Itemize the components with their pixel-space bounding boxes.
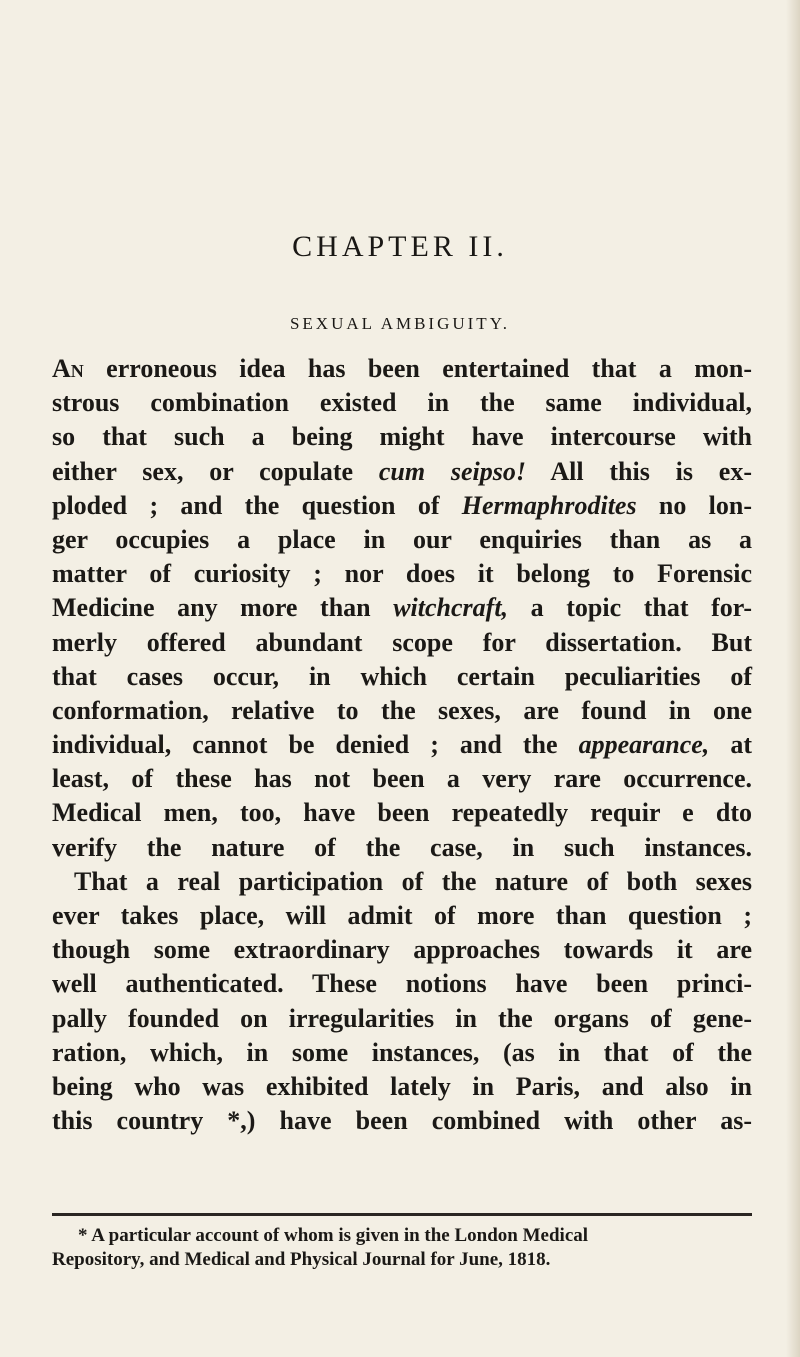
text-line (52, 386, 752, 420)
text-segment: well authenticated. These notions have been princi- (52, 969, 752, 999)
text-segment: either sex, or copulate (52, 456, 379, 486)
footnote-rule (52, 1213, 752, 1216)
text-segment: Medical men, too, have been repeatedly requir e dto (52, 798, 752, 828)
text-line (52, 1002, 752, 1036)
text-segment: merly offered abundant scope for dissertation. But (52, 627, 752, 657)
body-text (52, 352, 752, 1138)
text-line (52, 489, 752, 523)
text-segment: at (709, 730, 752, 760)
text-segment: ger occupies a place in our enquiries than as a (52, 524, 752, 554)
text-line (52, 796, 752, 830)
text-segment: That a real participation of the nature of both sexes (74, 866, 752, 896)
footnote-line: * A particular account of whom is given in the London Medical (78, 1225, 589, 1246)
italic-text: witchcraft, (393, 593, 509, 623)
text-segment: a topic that for- (508, 593, 752, 623)
text-segment: All this is ex- (525, 456, 752, 486)
text-line (52, 728, 752, 762)
text-line (52, 933, 752, 967)
text-segment: least, of these has not been a very rare occurrence. (52, 764, 752, 794)
text-segment: pally founded on irregularities in the organs of gene- (52, 1003, 752, 1033)
text-line (52, 557, 752, 591)
text-segment: that cases occur, in which certain peculiarities of (52, 661, 752, 691)
text-segment: so that such a being might have intercourse with (52, 422, 752, 452)
text-line (52, 1104, 752, 1138)
text-segment: ploded ; and the question of (52, 490, 462, 520)
text-segment: strous combination existed in the same individual, (52, 388, 752, 418)
text-segment: ever takes place, will admit of more than question ; (52, 901, 752, 930)
text-line (52, 831, 752, 865)
text-segment: verify the nature of the case, in such instances. (52, 832, 752, 862)
text-line (52, 420, 752, 454)
paragraph-2 (52, 865, 752, 1139)
text-segment: Medicine any more than (52, 593, 394, 623)
italic-text: appearance, (578, 730, 710, 760)
text-segment: erroneous idea has been entertained that a mon- (83, 354, 752, 383)
italic-text: Hermaphrodites (461, 490, 637, 520)
text-line (52, 626, 752, 660)
text-line (52, 523, 752, 557)
chapter-title: CHAPTER II. (292, 230, 508, 263)
text-line (52, 352, 752, 386)
text-segment: this country *,) have been combined with other as- (52, 1106, 752, 1136)
text-line (52, 967, 752, 1001)
section-title: SEXUAL AMBIGUITY. (289, 314, 511, 333)
text-segment: though some extraordinary approaches towards it are (52, 935, 752, 965)
text-segment: matter of curiosity ; nor does it belong to Forensic (52, 559, 752, 589)
text-segment: no lon- (636, 490, 752, 520)
text-segment: individual, cannot be denied ; and the (52, 730, 579, 760)
text-line (52, 694, 752, 728)
italic-text: cum seipso! (378, 456, 526, 486)
text-line (52, 762, 752, 796)
paragraph-1 (52, 352, 752, 865)
page-edge-shadow (786, 0, 800, 1357)
text-line (52, 1070, 752, 1104)
text-segment: conformation, relative to the sexes, are found in one (52, 695, 752, 725)
footnote-line: Repository, and Medical and Physical Journal for June, 1818. (52, 1249, 551, 1270)
text-line (52, 1036, 752, 1070)
text-segment: being who was exhibited lately in Paris, and also in (52, 1071, 752, 1101)
text-segment: An (52, 354, 84, 383)
text-line (52, 455, 752, 489)
text-line (52, 660, 752, 694)
text-line (52, 865, 752, 899)
footnote (52, 1224, 752, 1272)
text-segment: ration, which, in some instances, (as in that of the (52, 1037, 752, 1067)
text-line (52, 591, 752, 625)
text-line (52, 899, 752, 933)
